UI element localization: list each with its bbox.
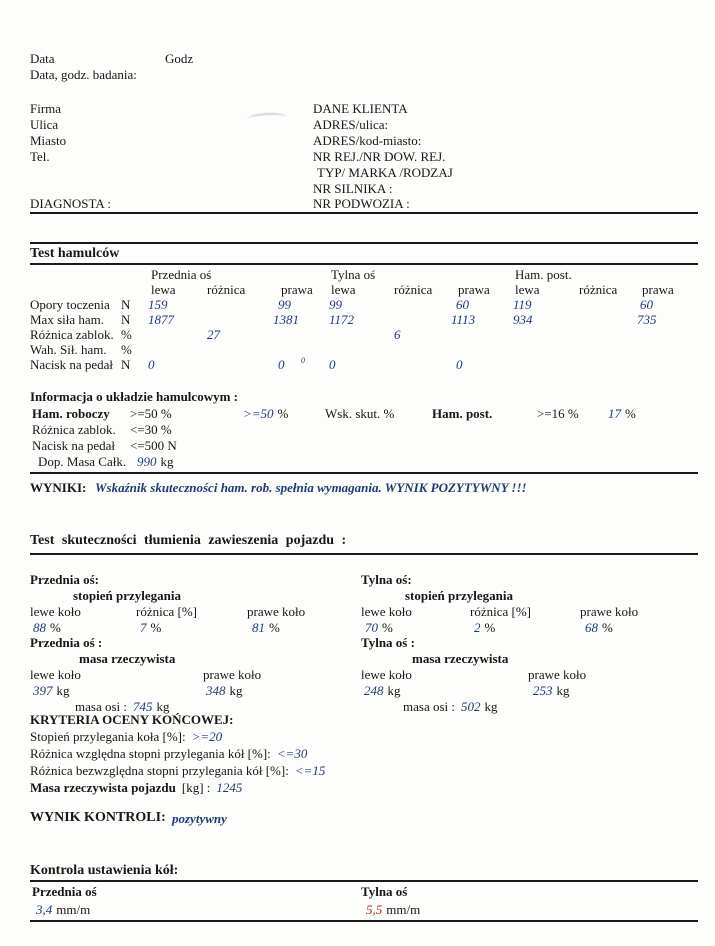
exam-datetime-label: Data, godz. badania: — [30, 67, 137, 82]
kg-unit: kg — [156, 699, 170, 714]
left-wheel-label: lewe koło — [30, 604, 81, 619]
client-reg-label: NR REJ./NR DOW. REJ. — [313, 149, 446, 164]
diagnostician-label: DIAGNOSTA : — [30, 196, 111, 211]
client-city-label: ADRES/kod-miasto: — [313, 133, 422, 148]
left-wheel-label: lewe koło — [361, 667, 412, 682]
alignment-rear-label: Tylna oś — [361, 884, 408, 899]
left-wheel-label: lewe koło — [30, 667, 81, 682]
gross-mass-number: 990 — [137, 454, 157, 469]
divider — [30, 263, 698, 265]
street-label: Ulica — [30, 117, 59, 132]
kg-unit: kg — [229, 683, 243, 698]
criteria-rel-diff-label: Różnica względna stopni przylegania kół [%]: — [30, 746, 271, 761]
alignment-rear-value — [366, 902, 420, 918]
front-grip-diff-number: 7 — [140, 620, 147, 635]
cell: 159 — [148, 297, 168, 312]
pedal-force-label: Nacisk na pedał — [32, 438, 116, 453]
alignment-front-number: 3,4 — [36, 902, 53, 917]
brake-test-title: Test hamulców — [30, 246, 120, 261]
row-label: Max siła ham. — [30, 312, 105, 327]
parking-brake-limit: >=16 % — [537, 406, 579, 421]
grip-header: stopień przylegania — [405, 588, 513, 603]
brake-axis-front: Przednia oś — [151, 267, 212, 282]
verdict-value: pozytywny — [172, 811, 227, 826]
divider — [30, 212, 698, 214]
criteria-rel-diff-value: <=30 — [276, 746, 308, 761]
kg-unit: kg — [387, 683, 401, 698]
cell: 934 — [513, 312, 533, 327]
cell: 0 — [456, 357, 463, 372]
service-brake-label: Ham. roboczy — [32, 406, 110, 421]
kg-unit: kg — [556, 683, 570, 698]
mass-header: masa rzeczywista — [79, 651, 176, 666]
col-header-left: lewa — [331, 282, 356, 297]
parking-brake-value-number: 17 — [608, 406, 621, 421]
mass-header: masa rzeczywista — [412, 651, 509, 666]
axle-mass-label: masa osi : — [75, 699, 127, 714]
parking-brake-label: Ham. post. — [432, 406, 493, 421]
front-mass-right-number: 348 — [206, 683, 226, 698]
col-header-diff: różnica — [579, 282, 618, 297]
cell: 60 — [456, 297, 469, 312]
service-brake-value-unit: % — [277, 406, 289, 421]
percent-unit: % — [50, 620, 61, 635]
time-label: Godz — [165, 51, 194, 66]
service-brake-limit: >=50 % — [130, 406, 172, 421]
suspension-title: Test skuteczności tłumienia zawieszenia pojazdu : — [30, 533, 347, 548]
row-label: Nacisk na pedał — [30, 357, 114, 372]
right-wheel-label: prawe koło — [580, 604, 639, 619]
criteria-mass — [30, 780, 242, 796]
parking-brake-value-unit: % — [625, 406, 636, 421]
diff-label: różnica [%] — [470, 604, 531, 619]
col-header-right: prawa — [281, 282, 313, 297]
cell: 0 — [148, 357, 155, 372]
criteria-mass-label-rest: [kg] : — [181, 780, 211, 795]
kg-unit: kg — [484, 699, 498, 714]
front-axle-mass-number: 745 — [133, 699, 153, 714]
rear-axle-mass-number: 502 — [461, 699, 481, 714]
cell: 99 — [329, 297, 342, 312]
divider — [30, 553, 698, 555]
cell: 1381 — [273, 312, 299, 327]
client-chassis-label: NR PODWOZIA : — [313, 196, 410, 211]
criteria-title: KRYTERIA OCENY KOŃCOWEJ: — [30, 712, 234, 727]
criteria-mass-value: 1245 — [216, 780, 243, 795]
front-grip-right — [252, 620, 280, 636]
rear-grip-diff — [474, 620, 495, 636]
client-engine-label: NR SILNIKA : — [313, 181, 393, 196]
results-text: Wskaźnik skuteczności ham. rob. spełnia wymagania. WYNIK POZYTYWNY !!! — [95, 480, 527, 495]
rear-axis-label-2: Tylna oś : — [361, 635, 415, 650]
company-label: Firma — [30, 101, 62, 116]
row-label: Wah. Sił. ham. — [30, 342, 107, 357]
gross-mass-label: Dop. Masa Całk. — [38, 454, 127, 469]
right-wheel-label: prawe koło — [528, 667, 587, 682]
cell: 735 — [637, 312, 657, 327]
percent-unit: % — [150, 620, 162, 635]
criteria-grip-value: >=20 — [191, 729, 223, 744]
front-grip-diff — [140, 620, 161, 636]
cell: 1877 — [148, 312, 174, 327]
cell: 6 — [394, 327, 401, 342]
col-header-left: lewa — [515, 282, 540, 297]
criteria-abs-diff-label: Różnica bezwzględna stopni przylegania kół [%]: — [30, 763, 289, 778]
cell-superscript: 0 — [301, 356, 305, 365]
results-label: WYNIKI: — [30, 480, 87, 495]
cell: 60 — [640, 297, 653, 312]
row-unit: N — [121, 357, 131, 372]
diff-label: różnica [%] — [136, 604, 197, 619]
scan-artifact — [248, 112, 286, 123]
cell: 27 — [207, 327, 220, 342]
front-grip-left-number: 88 — [33, 620, 46, 635]
service-brake-value-number: >=50 — [243, 406, 274, 421]
alignment-title: Kontrola ustawienia kół: — [30, 863, 179, 878]
front-mass-right — [206, 683, 243, 699]
city-label: Miasto — [30, 133, 67, 148]
client-street-label: ADRES/ulica: — [313, 117, 389, 132]
right-wheel-label: prawe koło — [247, 604, 306, 619]
parking-brake-value — [608, 406, 636, 422]
lock-diff-label: Różnica zablok. — [32, 422, 116, 437]
divider — [30, 472, 698, 474]
rear-grip-left-number: 70 — [365, 620, 378, 635]
criteria-grip — [30, 729, 222, 745]
row-unit: N — [121, 297, 131, 312]
divider — [30, 920, 698, 922]
cell: 99 — [278, 297, 291, 312]
cell: 1113 — [451, 312, 476, 327]
mm-per-m-unit: mm/m — [386, 902, 421, 917]
rear-grip-diff-number: 2 — [474, 620, 481, 635]
percent-unit: % — [382, 620, 393, 635]
front-axis-label-2: Przednia oś : — [30, 635, 103, 650]
rear-mass-right — [533, 683, 570, 699]
rear-grip-left — [365, 620, 393, 636]
mm-per-m-unit: mm/m — [56, 902, 91, 917]
cell: 0 — [329, 357, 336, 372]
criteria-mass-label: Masa rzeczywista pojazdu — [30, 780, 176, 795]
gross-mass-unit: kg — [160, 454, 174, 469]
percent-unit: % — [269, 620, 280, 635]
front-grip-right-number: 81 — [252, 620, 265, 635]
divider — [30, 880, 698, 882]
rear-axle-mass — [403, 699, 498, 715]
rear-grip-right-number: 68 — [585, 620, 598, 635]
client-title: DANE KLIENTA — [313, 101, 408, 116]
divider — [30, 242, 698, 244]
date-label: Data — [30, 51, 55, 66]
phone-label: Tel. — [30, 149, 50, 164]
rear-axis-label: Tylna oś: — [361, 572, 412, 587]
row-unit: % — [121, 327, 132, 342]
lock-diff-limit: <=30 % — [130, 422, 172, 437]
grip-header: stopień przylegania — [73, 588, 181, 603]
rear-mass-left — [364, 683, 401, 699]
criteria-abs-diff-value: <=15 — [294, 763, 326, 778]
left-wheel-label: lewe koło — [361, 604, 412, 619]
rear-mass-left-number: 248 — [364, 683, 384, 698]
col-header-diff: różnica — [207, 282, 246, 297]
percent-unit: % — [602, 620, 613, 635]
pedal-force-limit: <=500 N — [130, 438, 177, 453]
front-axis-label: Przednia oś: — [30, 572, 99, 587]
col-header-right: prawa — [458, 282, 490, 297]
row-unit: N — [121, 312, 131, 327]
criteria-abs-diff — [30, 763, 325, 779]
front-mass-left — [33, 683, 70, 699]
axle-mass-label: masa osi : — [403, 699, 455, 714]
alignment-rear-number: 5,5 — [366, 902, 383, 917]
client-type-label: TYP/ MARKA /RODZAJ — [317, 165, 453, 180]
alignment-front-value — [36, 902, 90, 918]
col-header-diff: różnica — [394, 282, 433, 297]
row-label: Różnica zablok. — [30, 327, 114, 342]
brake-axis-rear: Tylna oś — [331, 267, 376, 282]
rear-grip-right — [585, 620, 613, 636]
verdict-label: WYNIK KONTROLI: — [30, 810, 166, 825]
cell: 0 — [278, 357, 285, 372]
gross-mass-value — [137, 454, 174, 470]
row-unit: % — [121, 342, 132, 357]
front-mass-left-number: 397 — [33, 683, 53, 698]
criteria-grip-label: Stopień przylegania koła [%]: — [30, 729, 186, 744]
rear-mass-right-number: 253 — [533, 683, 553, 698]
alignment-front-label: Przednia oś — [32, 884, 97, 899]
criteria-rel-diff — [30, 746, 307, 762]
efficiency-index-label: Wsk. skut. % — [325, 406, 395, 421]
front-grip-left — [33, 620, 61, 636]
col-header-right: prawa — [642, 282, 674, 297]
service-brake-value — [243, 406, 288, 422]
percent-unit: % — [484, 620, 496, 635]
kg-unit: kg — [56, 683, 70, 698]
row-label: Opory toczenia — [30, 297, 110, 312]
cell: 1172 — [329, 312, 355, 327]
brake-axis-parking: Ham. post. — [515, 267, 572, 282]
right-wheel-label: prawe koło — [203, 667, 262, 682]
cell: 119 — [513, 297, 532, 312]
brake-info-title: Informacja o układzie hamulcowym : — [30, 389, 238, 404]
col-header-left: lewa — [151, 282, 176, 297]
